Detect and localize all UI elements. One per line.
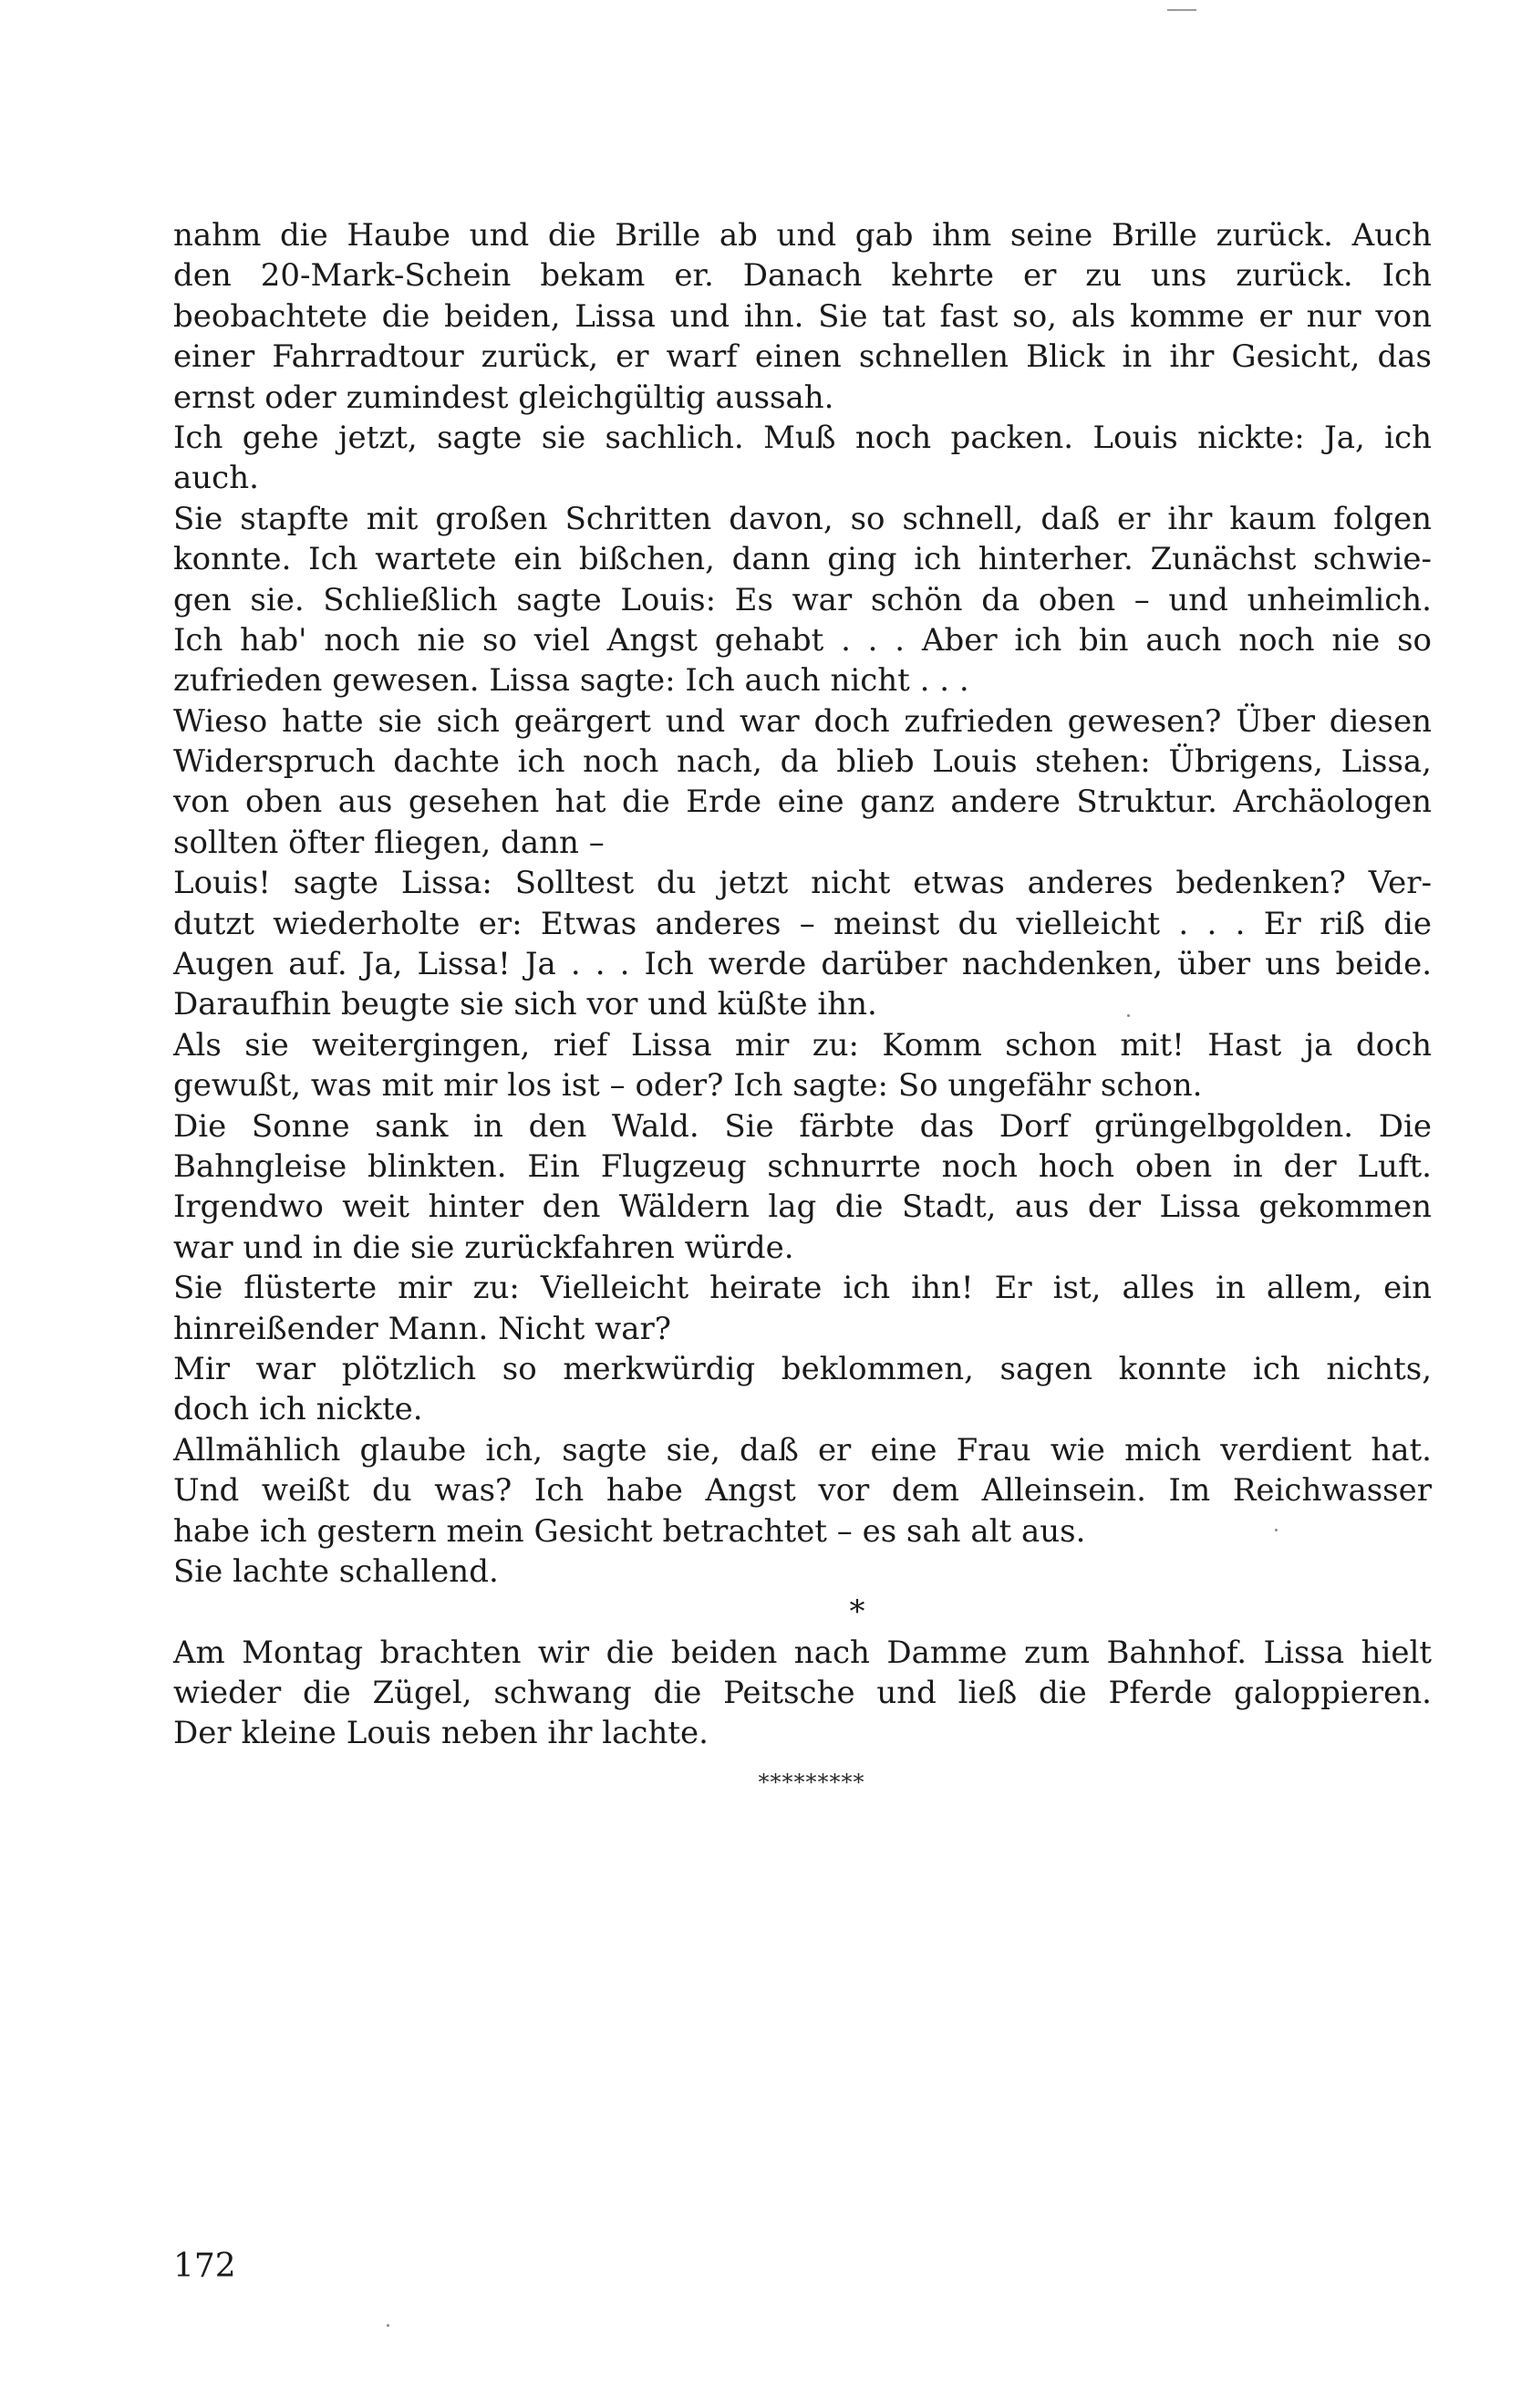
text-line: wieder die Zügel, schwang die Peitsche und ließ die Pferde galoppieren. — [173, 1675, 1432, 1712]
text-line: Louis! sagte Lissa: Solltest du jetzt nicht etwas anderes bedenken? Ver- — [173, 865, 1432, 902]
text-line: nahm die Haube und die Brille ab und gab ihm seine Brille zurück. Auch — [173, 217, 1432, 254]
text-line: Sie lachte schallend. — [173, 1552, 499, 1590]
text-line: Ich gehe jetzt, sagte sie sachlich. Muß noch packen. Louis nickte: Ja, ich — [173, 419, 1432, 456]
text-line: auch. — [173, 460, 259, 497]
text-line: Sie flüsterte mir zu: Vielleicht heirate ich ihn! Er ist, alles in allem, ein — [173, 1270, 1432, 1307]
text-line: Die Sonne sank in den Wald. Sie färbte das Dorf grüngelbgolden. Die — [173, 1107, 1432, 1145]
text-line: Bahngleise blinkten. Ein Flugzeug schnurrte noch hoch oben in der Luft. — [173, 1147, 1432, 1185]
text-line: Sie stapfte mit großen Schritten davon, so schnell, daß er ihr kaum folgen — [173, 500, 1432, 537]
text-line: war und in die sie zurückfahren würde. — [173, 1229, 794, 1266]
text-line: Widerspruch dachte ich noch nach, da blieb Louis stehen: Übrigens, Lissa, — [173, 743, 1432, 781]
text-line: ernst oder zumindest gleichgültig aussah. — [173, 379, 834, 416]
text-line: sollten öfter fliegen, dann – — [173, 824, 605, 861]
scan-speck — [1127, 1014, 1130, 1017]
text-line: habe ich gestern mein Gesicht betrachtet – es sah alt aus. — [173, 1512, 1086, 1550]
text-line: beobachtete die beiden, Lissa und ihn. Sie tat fast so, als komme er nur von — [173, 297, 1432, 335]
text-line: Am Montag brachten wir die beiden nach Damme zum Bahnhof. Lissa hielt — [173, 1634, 1432, 1671]
text-line: Mir war plötzlich so merkwürdig beklommen, sagen konnte ich nichts, — [173, 1350, 1432, 1387]
text-line: von oben aus gesehen hat die Erde eine ganz andere Struktur. Archäologen — [173, 784, 1432, 821]
text-line: Daraufhin beugte sie sich vor und küßte ihn. — [173, 986, 877, 1023]
text-line: Als sie weitergingen, rief Lissa mir zu: Komm schon mit! Hast ja doch — [173, 1026, 1432, 1064]
text-line: Ich hab' noch nie so viel Angst gehabt . . . Aber ich bin auch noch nie so — [173, 621, 1432, 659]
text-line: den 20-Mark-Schein bekam er. Danach kehrte er zu uns zurück. Ich — [173, 257, 1432, 295]
body-text — [173, 215, 1432, 1754]
text-line: zufrieden gewesen. Lissa sagte: Ich auch nicht . . . — [173, 662, 969, 700]
scan-edge-mark — [1167, 9, 1196, 11]
text-line: gewußt, was mit mir los ist – oder? Ich sagte: So ungefähr schon. — [173, 1067, 1203, 1105]
chapter-end-mark: ********* — [758, 1770, 865, 1795]
page-number: 172 — [173, 2247, 236, 2285]
text-line: Wieso hatte sie sich geärgert und war doch zufrieden gewesen? Über diesen — [173, 702, 1432, 740]
text-line: Irgendwo weit hinter den Wäldern lag die Stadt, aus der Lissa gekommen — [173, 1188, 1432, 1226]
scan-speck — [387, 2324, 389, 2327]
text-line: Allmählich glaube ich, sagte sie, daß er eine Frau wie mich verdient hat. — [173, 1431, 1432, 1469]
text-line: konnte. Ich wartete ein bißchen, dann ging ich hinterher. Zunächst schwie- — [173, 541, 1432, 578]
scan-speck — [1275, 1529, 1278, 1531]
text-line: hinreißender Mann. Nicht war? — [173, 1310, 671, 1347]
text-line: Der kleine Louis neben ihr lachte. — [173, 1715, 709, 1752]
text-line: doch ich nickte. — [173, 1391, 423, 1428]
text-line: dutzt wiederholte er: Etwas anderes – meinst du vielleicht . . . Er riß die — [173, 905, 1432, 942]
text-line: einer Fahrradtour zurück, er warf einen schnellen Blick in ihr Gesicht, das — [173, 338, 1432, 376]
text-line: gen sie. Schließlich sagte Louis: Es war schön da oben – und unheimlich. — [173, 581, 1432, 618]
text-line: Und weißt du was? Ich habe Angst vor dem Alleinsein. Im Reichwasser — [173, 1472, 1432, 1510]
text-line: Augen auf. Ja, Lissa! Ja . . . Ich werde darüber nachdenken, über uns beide. — [173, 946, 1432, 983]
section-break-asterisk: * — [849, 1593, 865, 1631]
